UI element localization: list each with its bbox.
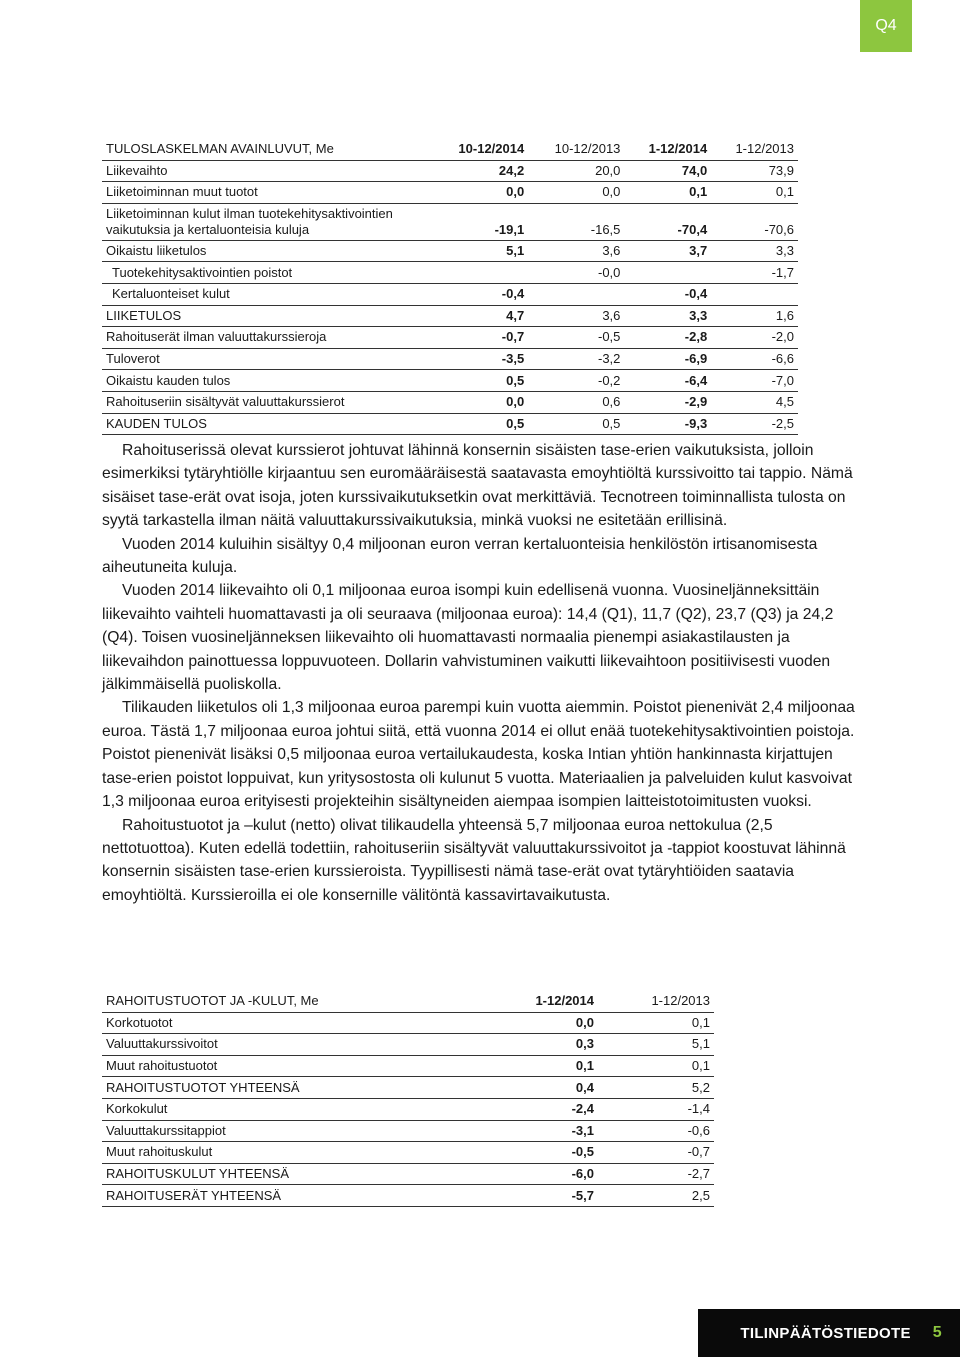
table-row [102, 305, 798, 327]
cell-value: 20,0 [528, 160, 624, 182]
cell-value: -2,4 [482, 1098, 598, 1120]
cell-value: -9,3 [624, 413, 711, 435]
row-label: Liiketoiminnan muut tuotot [102, 182, 432, 204]
table-header-row [102, 139, 798, 160]
cell-value: 2,5 [598, 1185, 714, 1207]
row-label: Korkotuotot [102, 1012, 482, 1034]
row-label: Muut rahoituskulut [102, 1142, 482, 1164]
cell-value: -0,6 [598, 1120, 714, 1142]
cell-value: 0,1 [482, 1055, 598, 1077]
table-row [102, 370, 798, 392]
table-header-row [102, 991, 714, 1012]
table-row [102, 413, 798, 435]
cell-value: -6,0 [482, 1163, 598, 1185]
cell-value: 3,3 [624, 305, 711, 327]
paragraph: Vuoden 2014 liikevaihto oli 0,1 miljoonaa euroa isompi kuin edellisenä vuonna. Vuosineljänneksittäin liikevaihto vaihteli huomattavasti ja oli seuraava (miljoonaa euroa): 14,4 (Q1), 11,7 (Q2), 23,7 (Q3) ja 24,2 (Q4). Toisen vuosineljänneksen liikevaihto oli huomattavasti normaalia pienempi asiakastilausten ja liikevaihdon painottuessa loppuvuoteen. Dollarin vahvistuminen vaikutti liikevaihtoon positiivisesti vuoden jälkimmäisellä puoliskolla. [102, 582, 834, 694]
table-row [102, 1034, 714, 1056]
cell-value: 3,6 [528, 305, 624, 327]
cell-value: -5,7 [482, 1185, 598, 1207]
cell-value: -70,6 [711, 203, 798, 240]
row-label: LIIKETULOS [102, 305, 432, 327]
cell-value: 24,2 [432, 160, 528, 182]
quarter-tab: Q4 [860, 0, 912, 52]
cell-value: -16,5 [528, 203, 624, 240]
body-text [102, 439, 862, 907]
column-header: 10-12/2013 [528, 139, 624, 160]
cell-value: -3,5 [432, 348, 528, 370]
cell-value: 0,0 [432, 182, 528, 204]
cell-value: 0,1 [711, 182, 798, 204]
cell-value: -70,4 [624, 203, 711, 240]
cell-value: 0,1 [598, 1012, 714, 1034]
row-label: Oikaistu liiketulos [102, 240, 432, 262]
cell-value: 0,5 [432, 413, 528, 435]
row-label: RAHOITUSERÄT YHTEENSÄ [102, 1185, 482, 1207]
table-row [102, 327, 798, 349]
row-label: Tuotekehitysaktivointien poistot [102, 262, 432, 284]
table-row [102, 1163, 714, 1185]
column-header: 1-12/2013 [598, 991, 714, 1012]
row-label: Valuuttakurssitappiot [102, 1120, 482, 1142]
cell-value: 3,3 [711, 240, 798, 262]
cell-value: -0,5 [528, 327, 624, 349]
row-label: Rahoituserät ilman valuuttakurssieroja [102, 327, 432, 349]
cell-value: -0,5 [482, 1142, 598, 1164]
income-key-figures-table [102, 139, 798, 435]
row-label: Tuloverot [102, 348, 432, 370]
table-row [102, 1077, 714, 1099]
table-title: TULOSLASKELMAN AVAINLUVUT, Me [102, 139, 432, 160]
cell-value: -1,7 [711, 262, 798, 284]
cell-value: 0,1 [624, 182, 711, 204]
cell-value: 0,0 [432, 391, 528, 413]
column-header: 10-12/2014 [432, 139, 528, 160]
table-row [102, 1012, 714, 1034]
cell-value: -2,0 [711, 327, 798, 349]
section-title: TILINPÄÄTÖSTIEDOTE [740, 1324, 911, 1342]
paragraph: Rahoituserissä olevat kurssierot johtuvat lähinnä konsernin sisäisten tase-erien vaikutuksista, jolloin esimerkiksi tytäryhtiölle kirjaantuu sen euromääräisestä saatavasta emoyhtiöltä kurssivoitto tai tappio. Nämä sisäiset tase-erät ovat isoja, joten kurssivaikutuksetkin ovat merkittäviä. Tecnotreen toiminnallista tulosta on syytä tarkastella ilman näitä valuuttakurssivaikutuksia, minkä vuoksi ne esitetään erillisinä. [102, 442, 853, 530]
cell-value: -2,9 [624, 391, 711, 413]
paragraph: Rahoitustuotot ja –kulut (netto) olivat tilikaudella yhteensä 5,7 miljoonaa euroa nettokulua (2,5 nettotuottoa). Kuten edellä todettiin, rahoituseriin sisältyvät valuuttakurssivoitot ja -tappiot koostuvat lähinnä konsernin sisäisten tase-erien kurssieroista. Tyypillisesti nämä tase-erät ovat tytäryhtiöiden saatavia emoyhtiöltä. Kurssieroilla ei ole konsernille välitöntä kassavirtavaikutusta. [102, 816, 846, 904]
cell-value: 5,1 [432, 240, 528, 262]
cell-value: 5,2 [598, 1077, 714, 1099]
page-footer [698, 1309, 960, 1357]
cell-value: 0,6 [528, 391, 624, 413]
column-header: 1-12/2013 [711, 139, 798, 160]
page-number: 5 [932, 1324, 942, 1341]
column-header: 1-12/2014 [624, 139, 711, 160]
cell-value: 73,9 [711, 160, 798, 182]
cell-value: 4,5 [711, 391, 798, 413]
cell-value: 74,0 [624, 160, 711, 182]
table-row [102, 283, 798, 305]
cell-value: -2,8 [624, 327, 711, 349]
table-row [102, 348, 798, 370]
cell-value: -0,2 [528, 370, 624, 392]
row-label: Oikaistu kauden tulos [102, 370, 432, 392]
table-row [102, 240, 798, 262]
cell-value: 0,0 [482, 1012, 598, 1034]
row-label: Kertaluonteiset kulut [102, 283, 432, 305]
cell-value: 0,3 [482, 1034, 598, 1056]
column-header: 1-12/2014 [482, 991, 598, 1012]
cell-value: -6,9 [624, 348, 711, 370]
table-row [102, 391, 798, 413]
cell-value: 0,0 [528, 182, 624, 204]
table-title: RAHOITUSTUOTOT JA -KULUT, Me [102, 991, 482, 1012]
finance-items-table [102, 991, 714, 1207]
cell-value: -1,4 [598, 1098, 714, 1120]
cell-value: -6,4 [624, 370, 711, 392]
row-label: Liiketoiminnan kulut ilman tuotekehitysaktivointien vaikutuksia ja kertaluonteisia kuluja [102, 203, 432, 240]
table-row [102, 1055, 714, 1077]
cell-value: 0,4 [482, 1077, 598, 1099]
cell-value [432, 262, 528, 284]
cell-value: 5,1 [598, 1034, 714, 1056]
table-row [102, 262, 798, 284]
cell-value: -0,4 [624, 283, 711, 305]
cell-value: 4,7 [432, 305, 528, 327]
paragraph: Vuoden 2014 kuluihin sisältyy 0,4 miljoonan euron verran kertaluonteisia henkilöstön irtisanomisesta aiheutuneita kuluja. [102, 535, 818, 577]
cell-value: 0,5 [432, 370, 528, 392]
cell-value: 0,1 [598, 1055, 714, 1077]
cell-value: -2,7 [598, 1163, 714, 1185]
paragraph: Tilikauden liiketulos oli 1,3 miljoonaa euroa parempi kuin vuotta aiemmin. Poistot pienenivät 2,4 miljoonaa euroa. Tästä 1,7 miljoonaa euroa johtui siitä, että vuonna 2014 ei ollut enää tuotekehitysaktivointien poistoja. Poistot pienenivät lisäksi 0,5 miljoonaa euroa vertailukaudesta, koska Intian yhtiön hankinnasta kirjattujen tase-erien poistot loppuivat, kun yritysostosta oli kulunut 5 vuotta. Materiaalien ja palveluiden kulut kasvoivat 1,3 miljoonaa euroa erityisesti projekteihin sisältyneiden aiempaa isompien laitteistotoimitusten vuoksi. [102, 699, 855, 811]
cell-value: -0,0 [528, 262, 624, 284]
row-label: KAUDEN TULOS [102, 413, 432, 435]
cell-value: -6,6 [711, 348, 798, 370]
cell-value: 3,6 [528, 240, 624, 262]
row-label: RAHOITUSKULUT YHTEENSÄ [102, 1163, 482, 1185]
row-label: Muut rahoitustuotot [102, 1055, 482, 1077]
cell-value: -7,0 [711, 370, 798, 392]
row-label: RAHOITUSTUOTOT YHTEENSÄ [102, 1077, 482, 1099]
cell-value: 3,7 [624, 240, 711, 262]
table-row [102, 160, 798, 182]
table-row [102, 1142, 714, 1164]
table-row [102, 1185, 714, 1207]
cell-value: 0,5 [528, 413, 624, 435]
row-label: Valuuttakurssivoitot [102, 1034, 482, 1056]
cell-value: -3,1 [482, 1120, 598, 1142]
cell-value: 1,6 [711, 305, 798, 327]
cell-value: -0,7 [598, 1142, 714, 1164]
cell-value [711, 283, 798, 305]
table-row [102, 182, 798, 204]
cell-value: -0,7 [432, 327, 528, 349]
table-row [102, 1120, 714, 1142]
table-row [102, 203, 798, 240]
cell-value: -0,4 [432, 283, 528, 305]
cell-value: -3,2 [528, 348, 624, 370]
cell-value: -19,1 [432, 203, 528, 240]
row-label: Korkokulut [102, 1098, 482, 1120]
cell-value [624, 262, 711, 284]
table-row [102, 1098, 714, 1120]
cell-value: -2,5 [711, 413, 798, 435]
row-label: Rahoituseriin sisältyvät valuuttakurssierot [102, 391, 432, 413]
row-label: Liikevaihto [102, 160, 432, 182]
cell-value [528, 283, 624, 305]
